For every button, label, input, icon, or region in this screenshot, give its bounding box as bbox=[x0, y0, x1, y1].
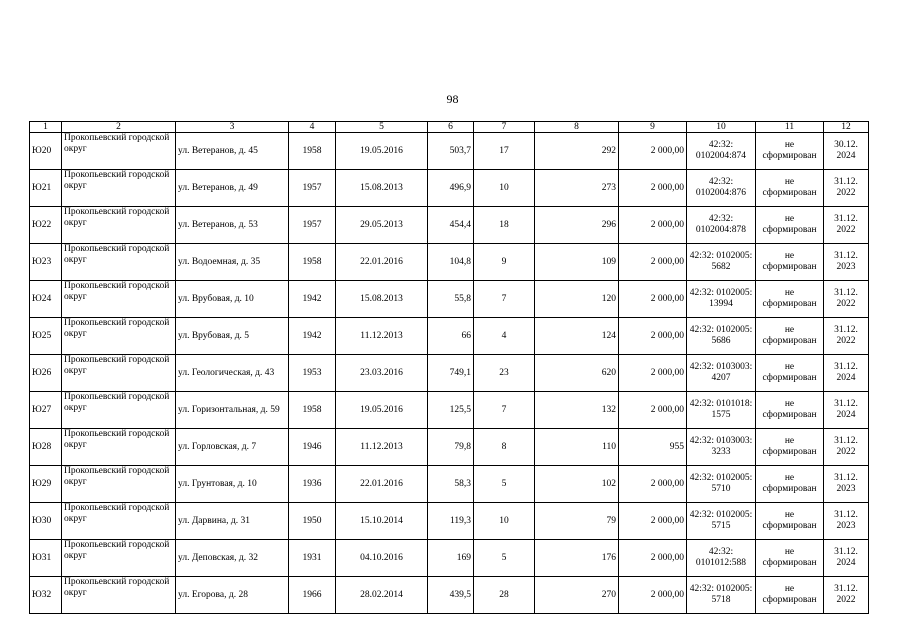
date-cell: 11.12.2013 bbox=[336, 318, 428, 355]
year-cell: 1942 bbox=[289, 281, 336, 318]
address-cell: ул. Дарвина, д. 31 bbox=[176, 503, 289, 540]
year-cell: 1966 bbox=[289, 577, 336, 614]
year-cell: 1950 bbox=[289, 503, 336, 540]
deadline-cell: 30.12. 2024 bbox=[824, 133, 869, 170]
cost-cell: 2 000,00 bbox=[619, 503, 687, 540]
municipality-cell: Прокопьевский городской округ bbox=[62, 207, 176, 244]
municipality-cell: Прокопьевский городской округ bbox=[62, 244, 176, 281]
date-cell: 19.05.2016 bbox=[336, 133, 428, 170]
area-cell: 454,4 bbox=[428, 207, 474, 244]
col7-cell: 18 bbox=[474, 207, 535, 244]
col7-cell: 17 bbox=[474, 133, 535, 170]
cadastral-cell: 42:32: 0102004:874 bbox=[687, 133, 756, 170]
municipality-cell: Прокопьевский городской округ bbox=[62, 281, 176, 318]
table-row bbox=[30, 392, 869, 429]
address-cell: ул. Ветеранов, д. 53 bbox=[176, 207, 289, 244]
address-cell: ул. Геологическая, д. 43 bbox=[176, 355, 289, 392]
status-cell: не сформирован bbox=[756, 466, 824, 503]
column-number: 7 bbox=[474, 122, 535, 133]
deadline-cell: 31.12. 2024 bbox=[824, 540, 869, 577]
year-cell: 1953 bbox=[289, 355, 336, 392]
municipality-cell: Прокопьевский городской округ bbox=[62, 133, 176, 170]
cadastral-cell: 42:32: 0102005: 5718 bbox=[687, 577, 756, 614]
address-cell: ул. Водоемная, д. 35 bbox=[176, 244, 289, 281]
col8-cell: 292 bbox=[535, 133, 619, 170]
row-id: Ю22 bbox=[30, 207, 62, 244]
column-number: 11 bbox=[756, 122, 824, 133]
deadline-cell: 31.12. 2022 bbox=[824, 318, 869, 355]
date-cell: 19.05.2016 bbox=[336, 392, 428, 429]
status-cell: не сформирован bbox=[756, 207, 824, 244]
cost-cell: 2 000,00 bbox=[619, 540, 687, 577]
year-cell: 1942 bbox=[289, 318, 336, 355]
column-number: 3 bbox=[176, 122, 289, 133]
deadline-cell: 31.12. 2022 bbox=[824, 281, 869, 318]
col8-cell: 176 bbox=[535, 540, 619, 577]
deadline-cell: 31.12. 2022 bbox=[824, 429, 869, 466]
cadastral-cell: 42:32: 0102005: 5686 bbox=[687, 318, 756, 355]
column-number: 12 bbox=[824, 122, 869, 133]
col7-cell: 9 bbox=[474, 244, 535, 281]
year-cell: 1931 bbox=[289, 540, 336, 577]
cost-cell: 2 000,00 bbox=[619, 318, 687, 355]
area-cell: 119,3 bbox=[428, 503, 474, 540]
area-cell: 125,5 bbox=[428, 392, 474, 429]
table-row bbox=[30, 503, 869, 540]
area-cell: 66 bbox=[428, 318, 474, 355]
col8-cell: 620 bbox=[535, 355, 619, 392]
deadline-cell: 31.12. 2022 bbox=[824, 577, 869, 614]
table-row bbox=[30, 577, 869, 614]
table-row bbox=[30, 355, 869, 392]
column-number: 4 bbox=[289, 122, 336, 133]
cadastral-cell: 42:32: 0101012:588 bbox=[687, 540, 756, 577]
deadline-cell: 31.12. 2023 bbox=[824, 244, 869, 281]
column-number: 9 bbox=[619, 122, 687, 133]
status-cell: не сформирован bbox=[756, 540, 824, 577]
municipality-cell: Прокопьевский городской округ bbox=[62, 429, 176, 466]
date-cell: 15.08.2013 bbox=[336, 281, 428, 318]
cost-cell: 2 000,00 bbox=[619, 466, 687, 503]
housing-table bbox=[29, 121, 869, 614]
col7-cell: 23 bbox=[474, 355, 535, 392]
municipality-cell: Прокопьевский городской округ bbox=[62, 392, 176, 429]
address-cell: ул. Деповская, д. 32 bbox=[176, 540, 289, 577]
deadline-cell: 31.12. 2024 bbox=[824, 392, 869, 429]
col7-cell: 10 bbox=[474, 503, 535, 540]
municipality-cell: Прокопьевский городской округ bbox=[62, 577, 176, 614]
col7-cell: 7 bbox=[474, 281, 535, 318]
deadline-cell: 31.12. 2022 bbox=[824, 207, 869, 244]
column-number: 8 bbox=[535, 122, 619, 133]
col7-cell: 8 bbox=[474, 429, 535, 466]
status-cell: не сформирован bbox=[756, 244, 824, 281]
row-id: Ю30 bbox=[30, 503, 62, 540]
status-cell: не сформирован bbox=[756, 392, 824, 429]
status-cell: не сформирован bbox=[756, 503, 824, 540]
date-cell: 28.02.2014 bbox=[336, 577, 428, 614]
col7-cell: 7 bbox=[474, 392, 535, 429]
row-id: Ю27 bbox=[30, 392, 62, 429]
municipality-cell: Прокопьевский городской округ bbox=[62, 466, 176, 503]
column-number: 10 bbox=[687, 122, 756, 133]
col8-cell: 120 bbox=[535, 281, 619, 318]
date-cell: 04.10.2016 bbox=[336, 540, 428, 577]
status-cell: не сформирован bbox=[756, 170, 824, 207]
row-id: Ю21 bbox=[30, 170, 62, 207]
row-id: Ю28 bbox=[30, 429, 62, 466]
area-cell: 496,9 bbox=[428, 170, 474, 207]
table-row bbox=[30, 207, 869, 244]
address-cell: ул. Ветеранов, д. 45 bbox=[176, 133, 289, 170]
municipality-cell: Прокопьевский городской округ bbox=[62, 503, 176, 540]
table-row bbox=[30, 281, 869, 318]
date-cell: 23.03.2016 bbox=[336, 355, 428, 392]
col8-cell: 132 bbox=[535, 392, 619, 429]
col8-cell: 102 bbox=[535, 466, 619, 503]
area-cell: 503,7 bbox=[428, 133, 474, 170]
address-cell: ул. Врубовая, д. 5 bbox=[176, 318, 289, 355]
area-cell: 749,1 bbox=[428, 355, 474, 392]
area-cell: 439,5 bbox=[428, 577, 474, 614]
area-cell: 58,3 bbox=[428, 466, 474, 503]
date-cell: 15.10.2014 bbox=[336, 503, 428, 540]
cost-cell: 2 000,00 bbox=[619, 281, 687, 318]
deadline-cell: 31.12. 2023 bbox=[824, 466, 869, 503]
municipality-cell: Прокопьевский городской округ bbox=[62, 170, 176, 207]
area-cell: 104,8 bbox=[428, 244, 474, 281]
municipality-cell: Прокопьевский городской округ bbox=[62, 355, 176, 392]
year-cell: 1946 bbox=[289, 429, 336, 466]
address-cell: ул. Егорова, д. 28 bbox=[176, 577, 289, 614]
deadline-cell: 31.12. 2024 bbox=[824, 355, 869, 392]
column-number-row bbox=[30, 122, 869, 133]
cost-cell: 2 000,00 bbox=[619, 207, 687, 244]
col7-cell: 4 bbox=[474, 318, 535, 355]
column-number: 5 bbox=[336, 122, 428, 133]
row-id: Ю31 bbox=[30, 540, 62, 577]
cost-cell: 2 000,00 bbox=[619, 170, 687, 207]
row-id: Ю24 bbox=[30, 281, 62, 318]
cost-cell: 2 000,00 bbox=[619, 392, 687, 429]
cost-cell: 955 bbox=[619, 429, 687, 466]
address-cell: ул. Грунтовая, д. 10 bbox=[176, 466, 289, 503]
year-cell: 1936 bbox=[289, 466, 336, 503]
page-number: 98 bbox=[446, 92, 459, 106]
address-cell: ул. Горловская, д. 7 bbox=[176, 429, 289, 466]
year-cell: 1958 bbox=[289, 244, 336, 281]
date-cell: 29.05.2013 bbox=[336, 207, 428, 244]
cadastral-cell: 42:32: 0102004:878 bbox=[687, 207, 756, 244]
cost-cell: 2 000,00 bbox=[619, 355, 687, 392]
col7-cell: 10 bbox=[474, 170, 535, 207]
date-cell: 22.01.2016 bbox=[336, 244, 428, 281]
date-cell: 15.08.2013 bbox=[336, 170, 428, 207]
cadastral-cell: 42:32: 0102005: 5715 bbox=[687, 503, 756, 540]
year-cell: 1957 bbox=[289, 170, 336, 207]
cadastral-cell: 42:32: 0103003: 3233 bbox=[687, 429, 756, 466]
status-cell: не сформирован bbox=[756, 133, 824, 170]
date-cell: 11.12.2013 bbox=[336, 429, 428, 466]
cadastral-cell: 42:32: 0102004:876 bbox=[687, 170, 756, 207]
col8-cell: 79 bbox=[535, 503, 619, 540]
date-cell: 22.01.2016 bbox=[336, 466, 428, 503]
deadline-cell: 31.12. 2023 bbox=[824, 503, 869, 540]
table-row bbox=[30, 429, 869, 466]
row-id: Ю20 bbox=[30, 133, 62, 170]
status-cell: не сформирован bbox=[756, 577, 824, 614]
status-cell: не сформирован bbox=[756, 355, 824, 392]
cost-cell: 2 000,00 bbox=[619, 244, 687, 281]
address-cell: ул. Горизонтальная, д. 59 bbox=[176, 392, 289, 429]
col7-cell: 28 bbox=[474, 577, 535, 614]
year-cell: 1957 bbox=[289, 207, 336, 244]
address-cell: ул. Врубовая, д. 10 bbox=[176, 281, 289, 318]
col8-cell: 273 bbox=[535, 170, 619, 207]
cadastral-cell: 42:32: 0103003: 4207 bbox=[687, 355, 756, 392]
col7-cell: 5 bbox=[474, 466, 535, 503]
col7-cell: 5 bbox=[474, 540, 535, 577]
cadastral-cell: 42:32: 0102005: 5682 bbox=[687, 244, 756, 281]
row-id: Ю29 bbox=[30, 466, 62, 503]
area-cell: 79,8 bbox=[428, 429, 474, 466]
row-id: Ю32 bbox=[30, 577, 62, 614]
table-row bbox=[30, 133, 869, 170]
status-cell: не сформирован bbox=[756, 429, 824, 466]
deadline-cell: 31.12. 2022 bbox=[824, 170, 869, 207]
row-id: Ю25 bbox=[30, 318, 62, 355]
cost-cell: 2 000,00 bbox=[619, 577, 687, 614]
table-row bbox=[30, 540, 869, 577]
row-id: Ю26 bbox=[30, 355, 62, 392]
col8-cell: 110 bbox=[535, 429, 619, 466]
col8-cell: 270 bbox=[535, 577, 619, 614]
column-number: 1 bbox=[30, 122, 62, 133]
municipality-cell: Прокопьевский городской округ bbox=[62, 318, 176, 355]
column-number: 6 bbox=[428, 122, 474, 133]
table-row bbox=[30, 244, 869, 281]
col8-cell: 109 bbox=[535, 244, 619, 281]
area-cell: 169 bbox=[428, 540, 474, 577]
cadastral-cell: 42:32: 0101018: 1575 bbox=[687, 392, 756, 429]
cost-cell: 2 000,00 bbox=[619, 133, 687, 170]
municipality-cell: Прокопьевский городской округ bbox=[62, 540, 176, 577]
column-number: 2 bbox=[62, 122, 176, 133]
cadastral-cell: 42:32: 0102005: 13994 bbox=[687, 281, 756, 318]
year-cell: 1958 bbox=[289, 133, 336, 170]
col8-cell: 296 bbox=[535, 207, 619, 244]
table-row bbox=[30, 170, 869, 207]
row-id: Ю23 bbox=[30, 244, 62, 281]
year-cell: 1958 bbox=[289, 392, 336, 429]
status-cell: не сформирован bbox=[756, 318, 824, 355]
col8-cell: 124 bbox=[535, 318, 619, 355]
table-row bbox=[30, 466, 869, 503]
address-cell: ул. Ветеранов, д. 49 bbox=[176, 170, 289, 207]
cadastral-cell: 42:32: 0102005: 5710 bbox=[687, 466, 756, 503]
status-cell: не сформирован bbox=[756, 281, 824, 318]
area-cell: 55,8 bbox=[428, 281, 474, 318]
table-row bbox=[30, 318, 869, 355]
